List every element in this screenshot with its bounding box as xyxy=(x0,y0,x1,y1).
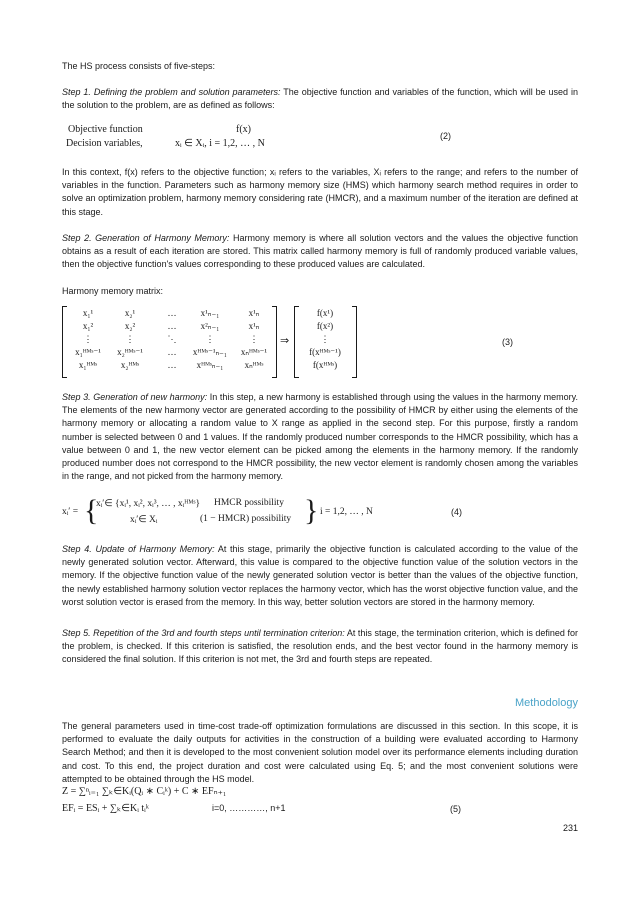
eq5-line2: EFᵢ = ESᵢ + ∑ₖ∈Kᵢ tᵢᵏ xyxy=(62,803,149,814)
matrix-cell: xᴴᴹˢ⁻¹ₙ₋₁ xyxy=(192,347,228,357)
equation-2 xyxy=(62,124,578,152)
matrix-cell: x¹ₙ xyxy=(248,321,260,331)
fvec-right-bracket xyxy=(352,306,357,378)
matrix-cell: ⋮ xyxy=(249,334,259,344)
eq4-right-brace: } xyxy=(304,494,319,527)
objective-value-vector xyxy=(296,306,354,376)
matrix-cell: x₁ᴴᴹˢ xyxy=(78,360,98,370)
eq4-case1: xᵢ′∈ {xᵢ¹, xᵢ², xᵢ³, … , xᵢᴴᴹˢ} xyxy=(96,499,201,509)
objective-value-cell: f(x¹) xyxy=(316,308,334,318)
matrix-cell: x₂² xyxy=(124,321,136,331)
matrix-right-bracket xyxy=(272,306,277,378)
eq2-row2-expr: xᵢ ∈ Xᵢ, i = 1,2, … , N xyxy=(175,138,265,149)
matrix-cell: x₂ᴴᴹˢ xyxy=(120,360,140,370)
eq4-case1-condition: HMCR possibility xyxy=(214,498,284,508)
page-number: 231 xyxy=(562,823,578,833)
eq2-row1-label: Objective function xyxy=(68,124,143,135)
matrix-cell: x¹ₙ₋₁ xyxy=(200,308,220,318)
eq2-row1-expr: f(x) xyxy=(236,124,251,135)
matrix-cell: x₁¹ xyxy=(82,308,94,318)
eq5-number: (5) xyxy=(450,804,461,814)
step4-title: Step 4. Update of Harmony Memory: xyxy=(62,544,215,554)
matrix-cell: ⋮ xyxy=(83,334,93,344)
step2-text: Harmony memory is where all solution vectors and the values the objective function obtains as a result of each iteration are stored. This matrix called harmony memory is full of randomly produced variable values, then the objective function's values corresponding to these produced values are calculated. xyxy=(62,233,578,270)
step4-text: At this stage, primarily the objective function is calculated according to the value of the newly generated solution vector. Afterward, this value is compared to the objective function value of the solution vectors in the memory. If the objective function value of the newly generated solution vector is better than the values of the objective function, the newly established harmony solution vector replaces the harmony vector, which has the worst objective function value, and the worst solution vector is erased from the memory. In this way, better solution vectors are stored in the harmony memory. xyxy=(62,544,578,607)
objective-value-cell: f(xᴴᴹˢ⁻¹) xyxy=(309,347,341,357)
matrix-cell: xₙᴴᴹˢ xyxy=(244,360,264,370)
equation-4 xyxy=(62,496,578,530)
step1-title: Step 1. Defining the problem and solution parameters: xyxy=(62,87,281,97)
matrix-cell: xₙᴴᴹˢ⁻¹ xyxy=(240,347,268,357)
eq4-case2: xᵢ′∈ Xᵢ xyxy=(130,515,158,525)
objective-value-cell: f(x²) xyxy=(316,321,334,331)
matrix-cell: x₂¹ xyxy=(124,308,136,318)
matrix-cell: … xyxy=(167,347,177,357)
matrix-cell: x₁ᴴᴹˢ⁻¹ xyxy=(75,347,101,357)
paragraph-definitions: In this context, f(x) refers to the objective function; xᵢ refers to the variables, Xᵢ refers to the range; and refers to the number of variables in the function. Parameters such as harmony memory size (HMS) which harmony search method requires in order to solve an optimization problem, harmony memory considering rate (HMCR), and a maximum number of the iteration are defined at this stage. xyxy=(62,167,578,217)
equation-5 xyxy=(62,786,578,820)
matrix-cell: ⋱ xyxy=(167,334,177,344)
step5-title: Step 5. Repetition of the 3rd and fourth steps until termination criterion: xyxy=(62,628,345,638)
matrix-cell: ⋮ xyxy=(125,334,135,344)
matrix-cell: … xyxy=(167,321,177,331)
step5-paragraph xyxy=(62,627,578,667)
objective-value-cell: f(xᴴᴹˢ) xyxy=(312,360,338,370)
eq4-lhs: xᵢ′ = xyxy=(62,507,79,517)
step1-text: The objective function and variables of the function, which will be used in the solution to the problem, are as defined as follows: xyxy=(62,87,578,111)
eq4-number: (4) xyxy=(451,507,462,517)
step3-text: In this step, a new harmony is established through using the values in the harmony memory. The elements of the new harmony vector are generated according to the possibility of HMCR by either using the elements of the harmony memory or allocating a random value to X range as applied in the second step. For this purpose, firstly a random number is selected between 0 and 1 values. If the randomly produced number corresponds to the HMCR possibility, which has a value between 0 and 1, the new vector element can be picked among the elements in the harmony memory. If the randomly produced number does not correspond to the HMCR possibility, the new vector element is randomly chosen among the variables in the range, and not picked from the harmony memory. xyxy=(62,392,578,482)
step2-title: Step 2. Generation of Harmony Memory: xyxy=(62,233,230,243)
step4-paragraph xyxy=(62,543,578,609)
equation-3 xyxy=(62,306,578,378)
matrix-cell: xᴴᴹˢₙ₋₁ xyxy=(196,360,224,370)
matrix-cell: … xyxy=(167,360,177,370)
eq5-range: i=0, …………, n+1 xyxy=(212,803,286,813)
matrix-cell: … xyxy=(167,308,177,318)
matrix-cell: x¹ₙ xyxy=(248,308,260,318)
implies-arrow: ⇒ xyxy=(280,335,290,347)
matrix-cell: x₂ᴴᴹˢ⁻¹ xyxy=(117,347,143,357)
eq4-case2-condition: (1 − HMCR) possibility xyxy=(200,514,292,524)
step3-paragraph xyxy=(62,391,578,483)
eq2-number: (2) xyxy=(440,131,451,141)
matrix-label: Harmony memory matrix: xyxy=(62,286,164,296)
step3-title: Step 3. Generation of new harmony: xyxy=(62,392,208,402)
eq5-line1: Z = ∑ⁿᵢ₌₁ ∑ₖ∈Kᵢ(Qᵢ ∗ Cᵢᵏ) + C ∗ EFₙ₊₁ xyxy=(62,786,227,797)
step1-paragraph xyxy=(62,86,578,112)
section-heading-methodology: Methodology xyxy=(515,697,578,709)
intro-sentence: The HS process consists of five-steps: xyxy=(62,61,216,71)
step5-text: At this stage, the termination criterion, which is defined for the problem, is checked. If this criterion is satisfied, the resolution ends, and the best vector found in the harmony memory is considered the final solution. If this criterion is not met, the 3rd and fourth steps are repeated. xyxy=(62,628,578,665)
objective-value-cell: ⋮ xyxy=(320,334,330,344)
step2-paragraph xyxy=(62,232,578,272)
eq4-range: i = 1,2, … , N xyxy=(320,507,373,517)
matrix-cell: x₁² xyxy=(82,321,94,331)
methodology-paragraph: The general parameters used in time-cost trade-off optimization formulations are discussed in this section. In this scope, it is performed to evaluate the daily outputs for activities in the construction of a building were evaluated according to Harmony Search Method; and then it is developed to the most convenient solution model over its performance elements including duration and cost. To this end, the project duration and cost were calculated using Eq. 5; and the most convenient solutions were attempted to be obtained through the HS model. xyxy=(62,721,578,784)
eq3-number: (3) xyxy=(502,337,513,347)
matrix-cell: ⋮ xyxy=(205,334,215,344)
matrix-cell: x²ₙ₋₁ xyxy=(200,321,220,331)
eq4-left-brace: { xyxy=(84,494,99,527)
eq2-row2-label: Decision variables, xyxy=(66,138,143,149)
harmony-memory-matrix xyxy=(62,306,272,376)
